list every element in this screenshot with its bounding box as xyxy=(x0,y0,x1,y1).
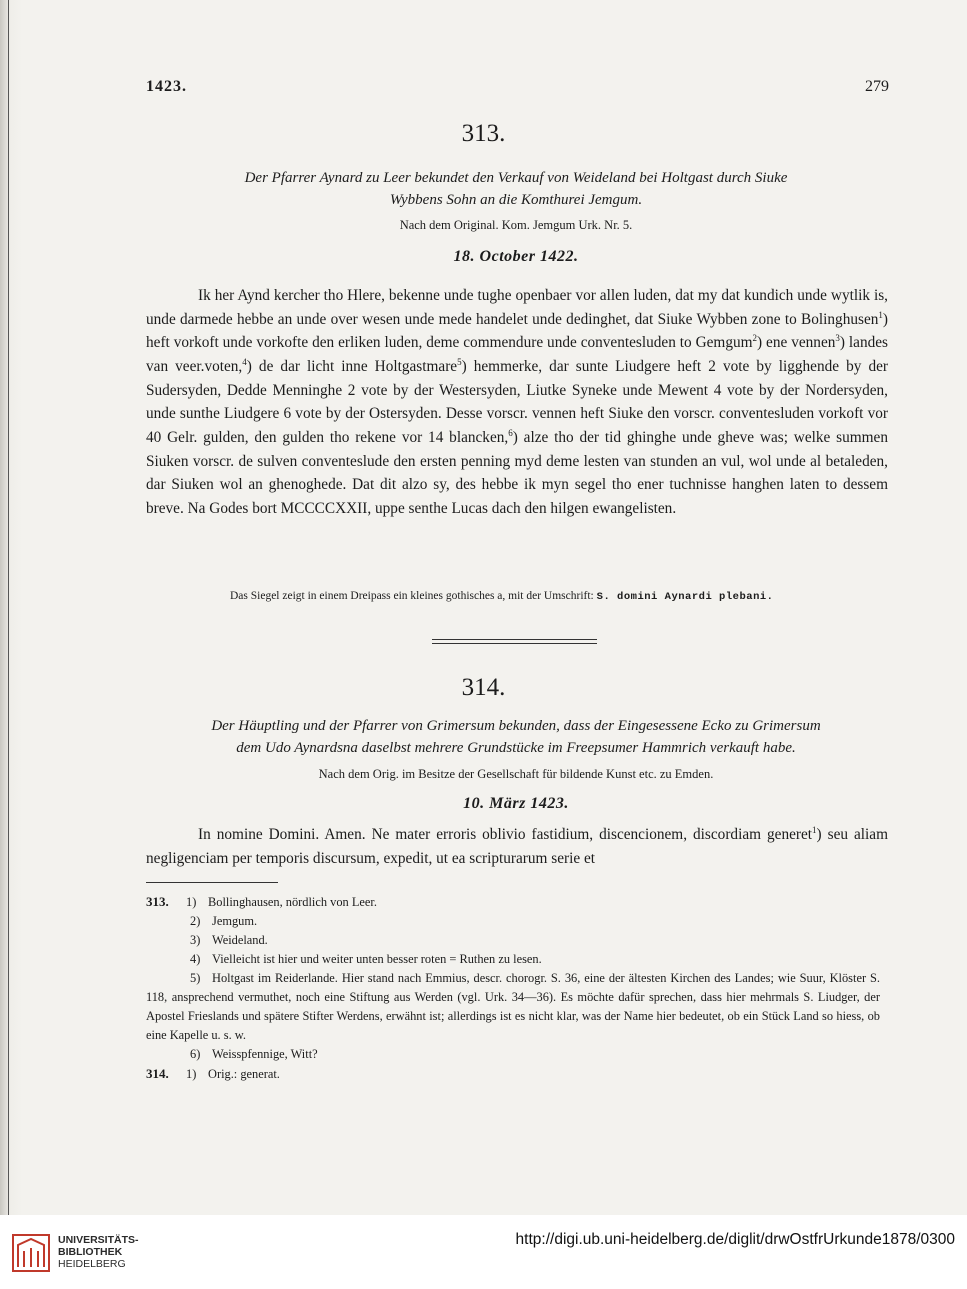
text-segment: ) hemmerke, dar sunte Liudgere heft 2 vote by ligghende by der Sudersyden, Dedde Menninghe 2 vote by der Westersyden, Liutke Syneke unde Mewent 4 vote by der Nordersyden, unde sunthe Liudgere 6 vote by der Ostersyden. Desse vorscr. vennen heft Siuke den vorscr. conventesluden vorkoft vor 40 Gelr. gulden, den gulden tho rekene vor 14 blancken, xyxy=(146,357,888,446)
footnote-number: 5) xyxy=(190,971,201,985)
library-name-line2: BIBLIOTHEK xyxy=(58,1246,123,1258)
footnote-text: Jemgum. xyxy=(212,914,258,928)
charter-text-313 xyxy=(146,284,888,521)
section-separator xyxy=(432,639,597,644)
footnote-mark: 3 xyxy=(835,333,840,344)
page-number: 279 xyxy=(865,78,889,95)
page-edge-line xyxy=(8,0,9,1215)
footnote-314-1 xyxy=(146,1064,880,1084)
source-note-313: Nach dem Original. Kom. Jemgum Urk. Nr. 5. xyxy=(399,218,633,232)
document-number-314: 314. xyxy=(461,674,506,701)
footnote-mark: 1 xyxy=(812,824,817,835)
text-segment: ) de dar licht inne Holtgastmare xyxy=(246,357,458,375)
footnote-number: 4) xyxy=(190,952,201,966)
footnote-mark: 5 xyxy=(457,356,462,367)
seal-legend: S. domini Aynardi plebani. xyxy=(596,591,774,603)
footnote-group-label: 314. xyxy=(146,1066,169,1081)
university-library-logo-icon xyxy=(10,1231,54,1275)
footnote-mark: 2 xyxy=(752,333,758,344)
text-segment: In nomine Domini. Amen. Ne mater erroris oblivio fastidium, discencionem, discordiam generet xyxy=(198,826,813,843)
regest-314-line1: Der Häuptling und der Pfarrer von Grimersum bekunden, dass der Eingesessene Ecko zu Grimersum xyxy=(211,718,821,734)
date-314: 10. März 1423. xyxy=(463,795,569,812)
footnote-number: 6) xyxy=(190,1047,201,1061)
footnote-313-2 xyxy=(146,912,880,931)
text-segment: ) alze tho der tid ghinghe unde gheve was; welke summen Siuken vorscr. de sulven conventeslude den ersten penning myd deme lesten van stunden an vul, wol unde al betaleden, dar Siuken wol an ghenoghede. Dat dit alzo sy, des hebbe ik myn segel tho ener tuchnisse hanghen laten to dessem breve. Na Godes bort MCCCCXXII, uppe senthe Lucas dach den hilgen ewangelisten. xyxy=(146,428,888,517)
regest-313-line1: Der Pfarrer Aynard zu Leer bekundet den Verkauf von Weideland bei Holtgast durch Siuke xyxy=(244,170,788,186)
footnote-313-6 xyxy=(146,1045,880,1064)
footnote-text: Bollinghausen, nördlich von Leer. xyxy=(208,895,377,909)
footnote-text: Vielleicht ist hier und weiter unten besser roten = Ruthen zu lesen. xyxy=(212,952,542,966)
date-313: 18. October 1422. xyxy=(453,248,579,265)
footnote-313-3 xyxy=(146,931,880,950)
footnote-number: 2) xyxy=(190,914,201,928)
running-head xyxy=(146,78,889,100)
footnote-mark: 4 xyxy=(242,356,247,367)
text-segment: ) ene vennen xyxy=(757,334,836,352)
scan-edge xyxy=(0,0,22,1289)
footnote-text: Orig.: generat. xyxy=(208,1067,280,1081)
footnote-rule xyxy=(146,882,278,883)
footnote-number: 1) xyxy=(186,895,197,909)
document-number-313: 313. xyxy=(461,120,506,147)
text-segment: ) landes van veer.voten, xyxy=(146,334,888,375)
footnote-mark: 6 xyxy=(508,427,513,438)
charter-text-314 xyxy=(146,823,888,870)
source-note-314: Nach dem Orig. im Besitze der Gesellschaft für bildende Kunst etc. zu Emden. xyxy=(318,767,714,781)
footnote-text: Weideland. xyxy=(212,933,268,947)
footnote-313-4 xyxy=(146,950,880,969)
footnote-number: 3) xyxy=(190,933,201,947)
footnote-313-5 xyxy=(146,969,880,1045)
text-segment: ) seu aliam negligenciam per temporis discursum, expedit, ut ea scripturarum serie et xyxy=(146,826,888,867)
footnote-313-1 xyxy=(146,892,880,912)
viewer-footer xyxy=(0,1215,967,1289)
running-head-year: 1423. xyxy=(146,78,187,95)
regest-313 xyxy=(146,167,886,211)
footnotes xyxy=(146,892,880,1084)
footnote-text: Holtgast im Reiderlande. Hier stand nach Emmius, descr. chorogr. S. 36, eine der ältesten Kirchen des Landes; wie Suur, Klöster S. 118, ansprechend vermuthet, noch eine Stiftung aus Werden (vgl. Urk. 34—36). Es möchte dafür sprechen, dass hier mehrmals S. Liudger, der Apostel Frieslands und spätere Stifter Werdens, erwähnt ist; allerdings ist es nicht klar, was der Name hier bedeutet, ob ein Stück Land so hiess, ob eine Kapelle u. s. w. xyxy=(146,971,880,1042)
library-name-line3: HEIDELBERG xyxy=(58,1258,126,1270)
seal-text: Das Siegel zeigt in einem Dreipass ein kleines gothisches a, mit der Umschrift: xyxy=(230,590,594,602)
text-segment: ) heft vorkoft unde vorkofte den erliken luden, deme commendure unde conventesluden to Gemgum xyxy=(146,310,888,352)
regest-313-line2: Wybbens Sohn an die Komthurei Jemgum. xyxy=(389,192,643,208)
text-segment: Ik her Aynd kercher tho Hlere, bekenne unde tughe openbaer vor allen luden, dat my dat kundich unde wytlik is, unde darmede hebbe an unde over wesen unde mede handelet unde dedinghet, dat Siuke Wybben zone to Bolinghusen xyxy=(146,287,888,328)
regest-314-line2: dem Udo Aynardsna daselbst mehrere Grundstücke im Freepsumer Hammrich verkauft habe. xyxy=(236,740,796,756)
seal-description xyxy=(230,586,886,607)
footnote-text: Weisspfennige, Witt? xyxy=(212,1047,318,1061)
footnote-group-label: 313. xyxy=(146,894,169,909)
footnote-number: 1) xyxy=(186,1067,197,1081)
footnote-mark: 1 xyxy=(878,309,883,320)
permalink-url[interactable]: http://digi.ub.uni-heidelberg.de/diglit/drwOstfrUrkunde1878/0300 xyxy=(515,1231,955,1248)
library-name-line1: UNIVERSITÄTS- xyxy=(58,1234,139,1246)
regest-314 xyxy=(146,715,886,759)
library-name xyxy=(58,1234,139,1270)
